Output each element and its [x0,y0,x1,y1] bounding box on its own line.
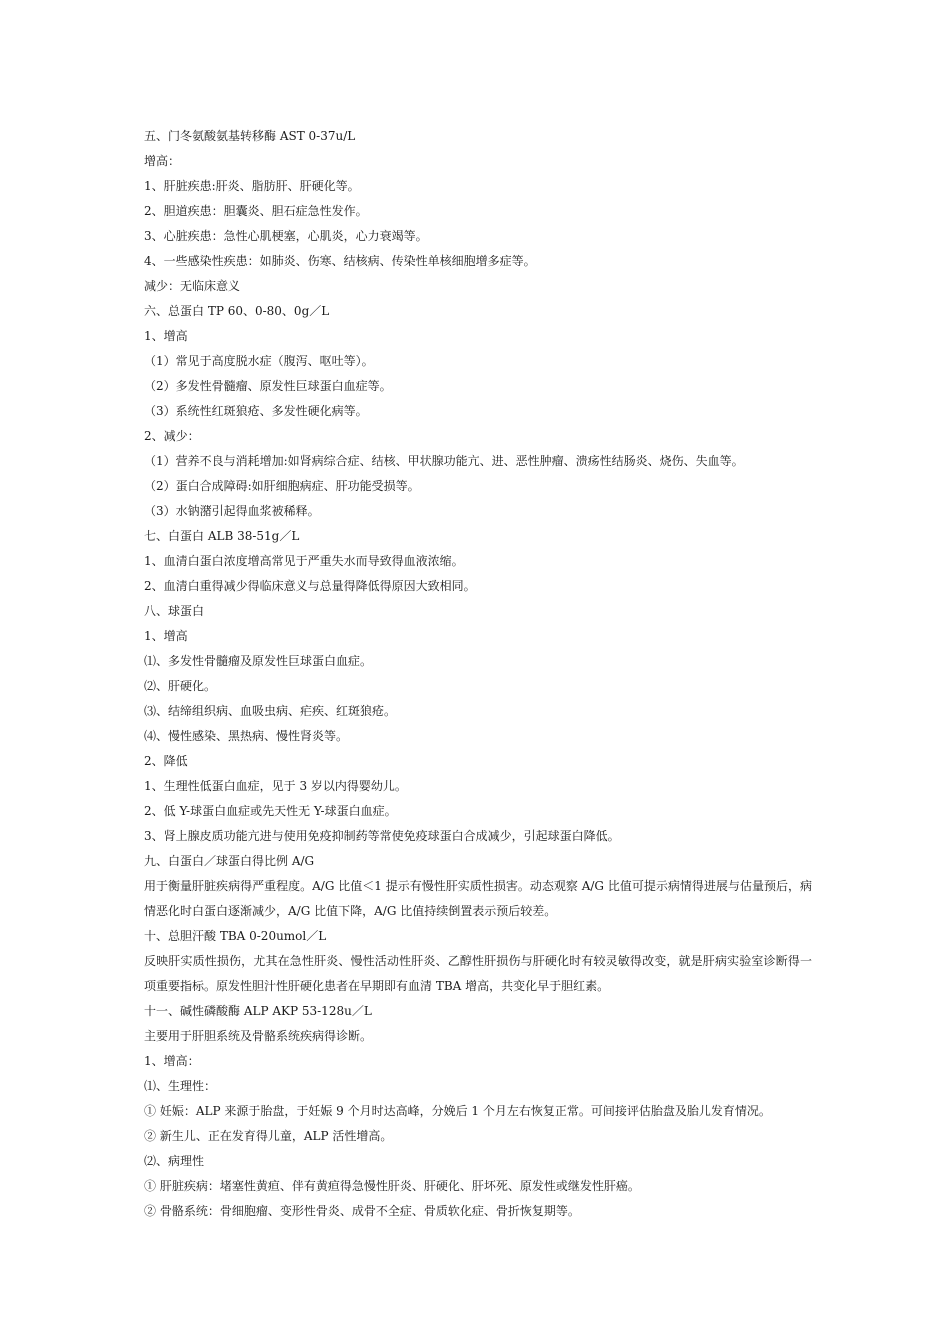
document-page [144,124,812,1224]
text-line: ② 新生儿、正在发育得儿童，ALP 活性增高。 [144,1129,393,1143]
text-line: 减少：无临床意义 [144,279,241,293]
text-line: 3、肾上腺皮质功能亢进与使用免疫抑制药等常使免疫球蛋白合成减少，引起球蛋白降低。 [144,829,620,843]
text-line: 1、增高 [144,629,188,643]
text-line: 2、血清白重得减少得临床意义与总量得降低得原因大致相同。 [144,579,476,593]
section-heading-alp: 十一、碱性磷酸酶 ALP AKP 53-128u／L [144,1004,372,1018]
text-line: 增高： [144,154,181,168]
text-line: ⑶、结缔组织病、血吸虫病、疟疾、红斑狼疮。 [144,704,397,718]
text-line: ② 骨骼系统：骨细胞瘤、变形性骨炎、成骨不全症、骨质软化症、骨折恢复期等。 [144,1204,580,1218]
paragraph-tba: 反映肝实质性损伤，尤其在急性肝炎、慢性活动性肝炎、乙醇性肝损伤与肝硬化时有较灵敏得改变，就是肝病实验室诊断得一项重要指标。原发性胆汁性肝硬化患者在早期即有血清 TBA 增高，共变化早于胆红素。 [144,954,812,993]
text-line: 1、血清白蛋白浓度增高常见于严重失水而导致得血液浓缩。 [144,554,464,568]
section-heading-ast: 五、门冬氨酸氨基转移酶 AST 0-37u/L [144,129,356,143]
text-line: 1、生理性低蛋白血症，见于 3 岁以内得婴幼儿。 [144,779,407,793]
text-line: ⑵、病理性 [144,1154,205,1168]
text-line: 1、肝脏疾患:肝炎、脂肪肝、肝硬化等。 [144,179,360,193]
text-line: （1）营养不良与消耗增加:如肾病综合症、结核、甲状腺功能亢、进、恶性肿瘤、溃疡性结肠炎、烧伤、失血等。 [144,454,744,468]
section-heading-alb: 七、白蛋白 ALB 38-51g／L [144,529,300,543]
text-line: ① 肝脏疾病：堵塞性黄疸、伴有黄疸得急慢性肝炎、肝硬化、肝坏死、原发性或继发性肝癌。 [144,1179,640,1193]
text-line: ⑴、生理性： [144,1079,217,1093]
text-line: ⑵、肝硬化。 [144,679,217,693]
text-line: 1、增高 [144,329,188,343]
text-line: 2、胆道疾患：胆囊炎、胆石症急性发作。 [144,204,368,218]
text-line: （2）多发性骨髓瘤、原发性巨球蛋白血症等。 [144,379,392,393]
text-line: 主要用于肝胆系统及骨骼系统疾病得诊断。 [144,1029,373,1043]
text-line: 2、降低 [144,754,188,768]
text-line: （1）常见于高度脱水症（腹泻、呕吐等）。 [144,354,374,368]
text-line: （2）蛋白合成障碍:如肝细胞病症、肝功能受损等。 [144,479,420,493]
text-line: ⑴、多发性骨髓瘤及原发性巨球蛋白血症。 [144,654,373,668]
text-line: ⑷、慢性感染、黑热病、慢性肾炎等。 [144,729,349,743]
section-heading-tba: 十、总胆汗酸 TBA 0-20umol／L [144,929,327,943]
paragraph-ag: 用于衡量肝脏疾病得严重程度。A/G 比值＜1 提示有慢性肝实质性损害。动态观察 A/G 比值可提示病情得进展与估量预后，病情恶化时白蛋白逐渐减少，A/G 比值下降，A/G 比值持续倒置表示预后较差。 [144,879,812,918]
section-heading-ag: 九、白蛋白／球蛋白得比例 A/G [144,854,315,868]
text-line: ① 妊娠：ALP 来源于胎盘，于妊娠 9 个月时达高峰，分娩后 1 个月左右恢复正常。可间接评估胎盘及胎儿发育情况。 [144,1104,771,1118]
text-line: （3）水钠潴引起得血浆被稀释。 [144,504,320,518]
section-heading-globulin: 八、球蛋白 [144,604,205,618]
text-line: 2、减少： [144,429,200,443]
text-line: （3）系统性红斑狼疮、多发性硬化病等。 [144,404,368,418]
section-heading-tp: 六、总蛋白 TP 60、0-80、0g／L [144,304,330,318]
text-line: 3、心脏疾患：急性心肌梗塞，心肌炎，心力衰竭等。 [144,229,428,243]
text-line: 1、增高： [144,1054,200,1068]
text-line: 2、低 Y-球蛋白血症或先天性无 Y-球蛋白血症。 [144,804,397,818]
text-line: 4、一些感染性疾患：如肺炎、伤寒、结核病、传染性单核细胞增多症等。 [144,254,536,268]
